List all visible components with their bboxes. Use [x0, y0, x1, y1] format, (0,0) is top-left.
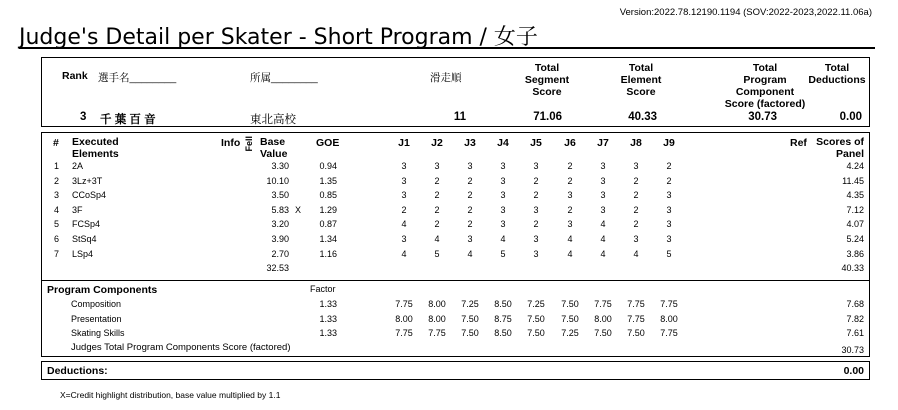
element-base-value: 3.30 [271, 161, 289, 171]
tes-value: 40.33 [628, 111, 657, 123]
pc-judge-score: 7.50 [527, 328, 545, 338]
judge-header-3: J3 [464, 137, 476, 149]
judge-score: 2 [434, 175, 440, 186]
judge-score: 2 [633, 190, 639, 201]
pc-judge-score: 8.75 [494, 313, 512, 324]
deductions-label: Deductions: [47, 365, 108, 377]
judge-score: 4 [567, 248, 573, 259]
pc-judge-score: 7.50 [627, 328, 645, 338]
judge-score: 2 [533, 219, 539, 230]
tes-label: Total Element Score [620, 62, 662, 98]
judge-score: 2 [467, 175, 473, 186]
element-name: StSq4 [72, 234, 97, 244]
judge-score: 2 [533, 175, 539, 186]
col-panel-header: Scores of Panel [816, 136, 864, 160]
element-name: CCoSp4 [72, 190, 107, 201]
element-goe: 1.35 [319, 175, 337, 186]
element-goe: 0.94 [319, 161, 337, 171]
skater-name: 千 葉 百 音 [100, 114, 156, 126]
pc-judge-score: 8.50 [494, 328, 512, 338]
pc-judge-score: 7.75 [395, 299, 413, 309]
pc-judge-score: 8.00 [428, 299, 446, 309]
judge-score: 4 [600, 219, 606, 230]
col-executed-header: Executed Elements [72, 136, 119, 160]
judge-header-6: J6 [564, 137, 576, 149]
judge-header-7: J7 [597, 137, 609, 149]
element-number: 3 [54, 190, 60, 201]
judge-score: 2 [666, 161, 672, 171]
judge-score: 4 [434, 234, 440, 244]
skater-club: 東北高校 [250, 114, 296, 126]
judge-score: 5 [500, 248, 506, 259]
details-box [41, 132, 870, 357]
judge-score: 3 [633, 161, 639, 171]
judge-score: 3 [567, 190, 573, 201]
col-goe-header: GOE [316, 137, 340, 149]
element-goe: 0.87 [319, 219, 337, 230]
element-credit-flag: X [295, 204, 302, 215]
element-name: 3F [72, 204, 83, 215]
pc-judge-score: 7.75 [428, 328, 446, 338]
pc-judge-score: 7.50 [561, 313, 579, 324]
pc-judge-score: 8.00 [660, 313, 678, 324]
element-number: 2 [54, 175, 60, 186]
judge-score: 3 [533, 161, 539, 171]
judge-score: 2 [633, 175, 639, 186]
pc-judge-score: 8.00 [594, 313, 612, 324]
judge-score: 4 [567, 234, 573, 244]
title-rule [19, 47, 875, 49]
element-name: 3Lz+3T [72, 175, 103, 186]
judge-score: 3 [401, 190, 407, 201]
judge-score: 3 [467, 161, 473, 171]
element-number: 7 [54, 248, 60, 259]
judge-score: 3 [600, 175, 606, 186]
judge-score: 2 [567, 204, 573, 215]
element-base-value: 2.70 [271, 248, 289, 259]
element-goe: 1.34 [319, 234, 337, 244]
judge-score: 4 [467, 248, 473, 259]
pcs-label: Total Program Component Score (factored) [724, 62, 806, 110]
pc-judge-score: 7.75 [660, 299, 678, 309]
judge-header-4: J4 [497, 137, 509, 149]
element-goe: 1.29 [319, 204, 337, 215]
element-base-value: 3.50 [271, 190, 289, 201]
pc-judge-score: 8.50 [494, 299, 512, 309]
judge-score: 2 [401, 204, 407, 215]
element-number: 5 [54, 219, 60, 230]
judge-score: 5 [666, 248, 672, 259]
judge-score: 2 [434, 219, 440, 230]
judge-score: 3 [600, 204, 606, 215]
pc-judge-score: 7.25 [561, 328, 579, 338]
judge-score: 2 [467, 190, 473, 201]
base-value-total: 32.53 [266, 263, 289, 273]
pc-judge-score: 7.75 [627, 299, 645, 309]
judge-score: 3 [467, 234, 473, 244]
judge-header-8: J8 [630, 137, 642, 149]
footnote: X=Credit highlight distribution, base value multiplied by 1.1 [60, 390, 281, 400]
judge-score: 3 [500, 219, 506, 230]
element-number: 1 [54, 161, 60, 171]
judge-score: 3 [633, 234, 639, 244]
judge-score: 2 [533, 190, 539, 201]
element-goe: 1.16 [319, 248, 337, 259]
pc-judge-score: 7.25 [461, 299, 479, 309]
deductions-total-value: 0.00 [839, 111, 862, 123]
pc-name: Composition [71, 299, 122, 309]
judge-score: 2 [666, 175, 672, 186]
judge-score: 3 [533, 204, 539, 215]
element-goe: 0.85 [319, 190, 337, 201]
judge-score: 3 [500, 190, 506, 201]
pc-judge-score: 7.75 [660, 328, 678, 338]
judge-score: 3 [600, 161, 606, 171]
pc-judge-score: 7.50 [461, 313, 479, 324]
pc-judge-score: 7.75 [627, 313, 645, 324]
skater-rank: 3 [80, 111, 87, 123]
judge-score: 3 [666, 234, 672, 244]
judge-header-1: J1 [398, 137, 410, 149]
pc-factor-label: Factor [310, 284, 336, 294]
deductions-value: 0.00 [843, 365, 864, 377]
element-panel-score: 4.35 [846, 190, 864, 201]
pc-judge-score: 8.00 [428, 313, 446, 324]
page-title: Judge's Detail per Skater - Short Program / 女子 [19, 25, 538, 50]
col-ref-header: Ref [790, 137, 807, 149]
element-panel-score: 11.45 [842, 175, 864, 186]
judge-score: 4 [633, 248, 639, 259]
judge-score: 3 [533, 248, 539, 259]
pc-panel-score: 7.68 [846, 299, 864, 309]
judge-score: 3 [401, 175, 407, 186]
tss-label: Total Segment Score [524, 62, 570, 98]
pc-factor: 1.33 [319, 313, 337, 324]
judge-score: 3 [666, 190, 672, 201]
pc-judge-score: 8.00 [395, 313, 413, 324]
version-text: Version:2022.78.12190.1194 (SOV:2022-2023,2022.11.06a) [619, 7, 872, 18]
judge-score: 3 [434, 161, 440, 171]
judge-score: 3 [401, 234, 407, 244]
tes-total: 40.33 [841, 263, 864, 273]
element-name: 2A [72, 161, 84, 171]
judge-score: 3 [600, 190, 606, 201]
element-base-value: 3.20 [271, 219, 289, 230]
judge-score: 2 [567, 175, 573, 186]
judge-score: 3 [401, 161, 407, 171]
element-panel-score: 7.12 [846, 204, 864, 215]
judge-header-9: J9 [663, 137, 675, 149]
judge-score: 2 [567, 161, 573, 171]
pc-judge-score: 7.25 [527, 299, 545, 309]
pc-factor: 1.33 [319, 299, 337, 309]
start-label: 滑走順 [430, 72, 462, 84]
start-number: 11 [453, 111, 466, 123]
pc-factor: 1.33 [319, 328, 337, 338]
judge-header-5: J5 [530, 137, 542, 149]
judge-score: 4 [401, 248, 407, 259]
element-panel-score: 4.24 [846, 161, 864, 171]
pc-total-label: Judges Total Program Components Score (factored) [71, 342, 291, 353]
club-label: 所属________ [250, 72, 318, 84]
pc-judge-score: 7.75 [594, 299, 612, 309]
pc-heading: Program Components [47, 284, 158, 296]
pc-judge-score: 7.50 [561, 299, 579, 309]
col-info-header: Info [221, 137, 241, 149]
col-num-header: # [53, 137, 59, 149]
element-number: 4 [54, 204, 60, 215]
pc-panel-score: 7.82 [846, 313, 864, 324]
element-name: LSp4 [72, 248, 94, 259]
element-name: FCSp4 [72, 219, 101, 230]
judge-score: 2 [633, 219, 639, 230]
judge-score: 3 [666, 204, 672, 215]
judge-score: 3 [533, 234, 539, 244]
element-panel-score: 4.07 [846, 219, 864, 230]
pcs-value: 30.73 [748, 111, 777, 123]
judge-score: 2 [434, 204, 440, 215]
judge-score: 2 [633, 204, 639, 215]
pc-judge-score: 7.50 [527, 313, 545, 324]
pc-name: Presentation [71, 313, 122, 324]
judge-score: 4 [600, 234, 606, 244]
rank-label: Rank [62, 70, 88, 82]
pc-judge-score: 7.75 [395, 328, 413, 338]
element-base-value: 3.90 [271, 234, 289, 244]
element-panel-score: 5.24 [846, 234, 864, 244]
element-number: 6 [54, 234, 60, 244]
judge-score: 4 [600, 248, 606, 259]
judge-score: 3 [500, 161, 506, 171]
col-fell-header: Fell [244, 136, 254, 152]
judge-score: 2 [434, 190, 440, 201]
pc-judge-score: 7.50 [594, 328, 612, 338]
name-label: 選手名________ [98, 72, 177, 84]
element-panel-score: 3.86 [846, 248, 864, 259]
skater-summary-box [41, 57, 870, 127]
pc-judge-score: 7.50 [461, 328, 479, 338]
element-base-value: 5.83 [271, 204, 289, 215]
judge-score: 3 [500, 204, 506, 215]
ded-label: Total Deductions [808, 62, 866, 86]
judge-score: 2 [467, 204, 473, 215]
judge-score: 5 [434, 248, 440, 259]
pc-name: Skating Skills [71, 328, 125, 338]
judge-score: 3 [500, 175, 506, 186]
judge-score: 2 [467, 219, 473, 230]
col-base-header: Base Value [260, 136, 288, 160]
element-base-value: 10.10 [266, 175, 289, 186]
pc-divider [42, 280, 869, 281]
pc-panel-score: 7.61 [846, 328, 864, 338]
tss-value: 71.06 [533, 111, 562, 123]
judge-score: 3 [567, 219, 573, 230]
judge-header-2: J2 [431, 137, 443, 149]
judge-score: 4 [401, 219, 407, 230]
pc-total-value: 30.73 [841, 345, 864, 355]
judge-score: 4 [500, 234, 506, 244]
judge-score: 3 [666, 219, 672, 230]
deductions-box [41, 361, 870, 380]
